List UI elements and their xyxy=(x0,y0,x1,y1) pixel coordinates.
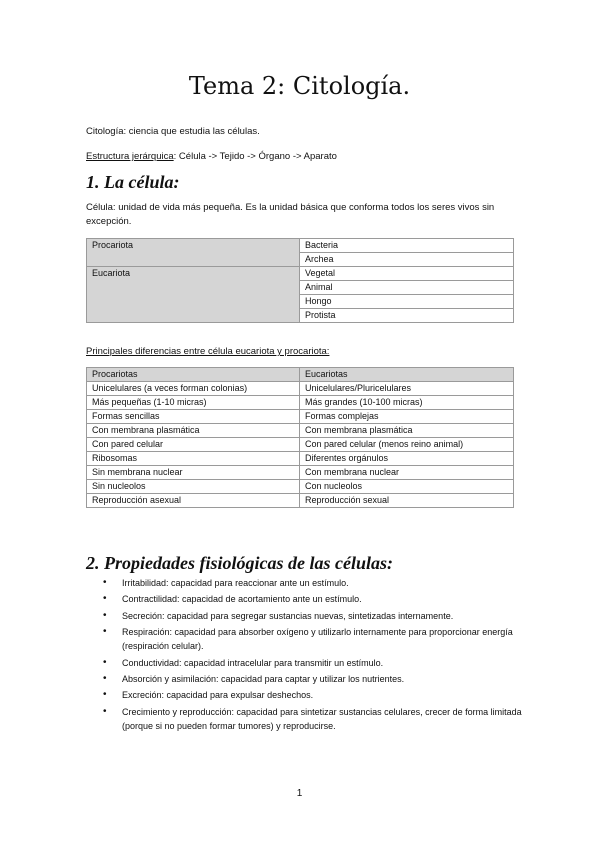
table-cell: Con pared celular xyxy=(87,438,300,452)
table-cell: Con pared celular (menos reino animal) xyxy=(300,438,514,452)
table-cell: Bacteria xyxy=(300,239,514,253)
table-cell: Protista xyxy=(300,309,514,323)
celula-definition: Célula: unidad de vida más pequeña. Es la unidad básica que conforma todos los seres vivos sin excepción. xyxy=(86,202,495,227)
properties-list xyxy=(86,576,526,735)
citologia-def: : ciencia que estudia las células. xyxy=(123,126,260,137)
page-number: 1 xyxy=(296,788,303,799)
classification-table xyxy=(86,238,514,323)
table-row xyxy=(87,382,514,396)
table-row xyxy=(87,410,514,424)
header-cell: Procariotas xyxy=(87,368,300,382)
table-cell: Reproducción asexual xyxy=(87,494,300,508)
page-title: Tema 2: Citología. xyxy=(188,72,411,100)
section1-heading: 1. La célula: xyxy=(86,172,180,192)
table-cell: Formas sencillas xyxy=(87,410,300,424)
list-item: • Contractilidad: capacidad de acortamiento ante un estímulo. xyxy=(86,592,526,606)
table-row xyxy=(87,239,514,253)
table-cell: Animal xyxy=(300,281,514,295)
table-cell: Con membrana plasmática xyxy=(300,424,514,438)
table-cell: Ribosomas xyxy=(87,452,300,466)
table-cell: Sin membrana nuclear xyxy=(87,466,300,480)
eucariota-cell: Eucariota xyxy=(87,267,300,323)
list-item: • Irritabilidad: capacidad para reaccionar ante un estímulo. xyxy=(86,576,526,590)
list-item: • Conductividad: capacidad intracelular para transmitir un estímulo. xyxy=(86,656,526,670)
section2-heading: 2. Propiedades fisiológicas de las células: xyxy=(86,553,393,573)
table-cell: Archea xyxy=(300,253,514,267)
table-row xyxy=(87,267,514,281)
table-cell: Con membrana nuclear xyxy=(300,466,514,480)
table-cell: Hongo xyxy=(300,295,514,309)
table-cell: Sin nucleolos xyxy=(87,480,300,494)
table-cell: Más pequeñas (1-10 micras) xyxy=(87,396,300,410)
differences-table xyxy=(86,367,514,508)
table-row xyxy=(87,466,514,480)
table-cell: Reproducción sexual xyxy=(300,494,514,508)
list-item: • Excreción: capacidad para expulsar deshechos. xyxy=(86,688,526,702)
list-item: • Secreción: capacidad para segregar sustancias nuevas, sintetizadas internamente. xyxy=(86,609,526,623)
procariota-cell: Procariota xyxy=(87,239,300,267)
table-cell: Unicelulares/Pluricelulares xyxy=(300,382,514,396)
list-item: • Respiración: capacidad para absorber oxígeno y utilizarlo internamente para proporcionar energía (respiración celular). xyxy=(86,625,526,653)
list-item: • Absorción y asimilación: capacidad para captar y utilizar los nutrientes. xyxy=(86,672,526,686)
header-cell: Eucariotas xyxy=(300,368,514,382)
table-row xyxy=(87,494,514,508)
table-row xyxy=(87,438,514,452)
table-cell: Formas complejas xyxy=(300,410,514,424)
estructura-term: Estructura jerárquica xyxy=(86,151,174,162)
table-row xyxy=(87,480,514,494)
table-header-row xyxy=(87,368,514,382)
estructura-def: : Célula -> Tejido -> Órgano -> Aparato xyxy=(173,151,337,162)
table-cell: Diferentes orgánulos xyxy=(300,452,514,466)
citologia-definition xyxy=(86,125,526,139)
table-row xyxy=(87,452,514,466)
table-cell: Con membrana plasmática xyxy=(87,424,300,438)
table-row xyxy=(87,396,514,410)
list-item: • Crecimiento y reproducción: capacidad para sintetizar sustancias celulares, crecer de forma limitada (porque si no pueden formar tumores) y reproducirse. xyxy=(86,705,526,733)
table-cell: Con nucleolos xyxy=(300,480,514,494)
estructura-definition xyxy=(86,150,526,164)
table-cell: Más grandes (10-100 micras) xyxy=(300,396,514,410)
table-cell: Unicelulares (a veces forman colonias) xyxy=(87,382,300,396)
differences-title: Principales diferencias entre célula eucariota y procariota: xyxy=(86,346,330,357)
table-row xyxy=(87,424,514,438)
table-cell: Vegetal xyxy=(300,267,514,281)
citologia-term: Citología xyxy=(86,126,124,137)
